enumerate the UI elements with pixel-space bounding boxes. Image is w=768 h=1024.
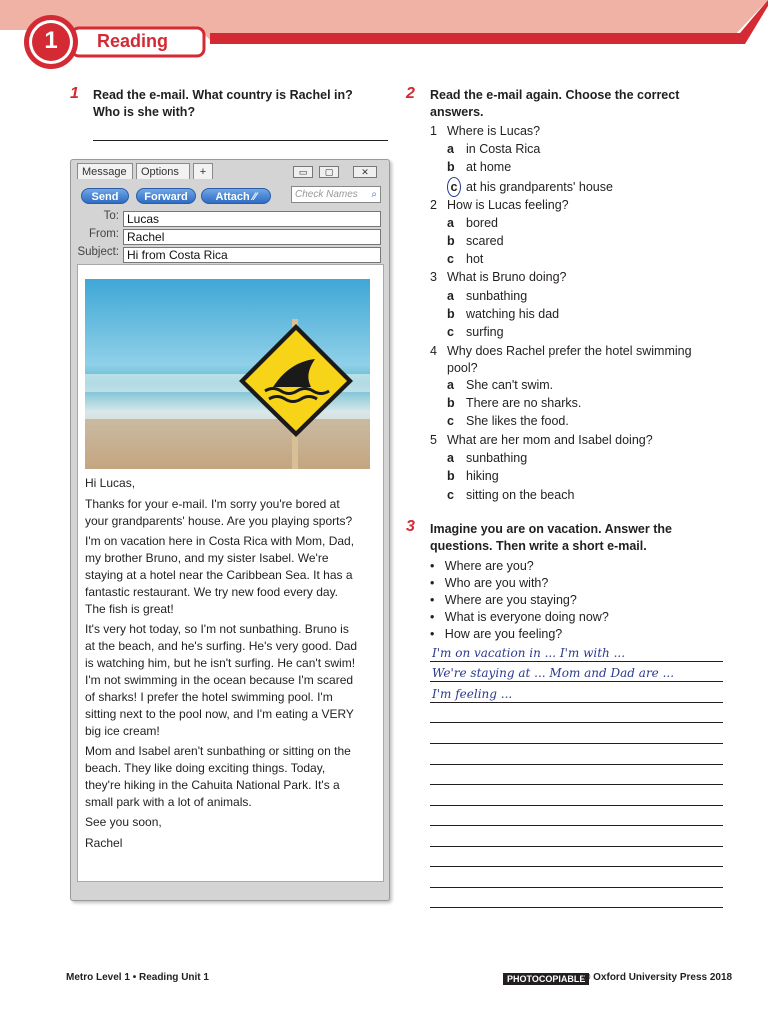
q5-option-c[interactable] [447,486,574,504]
q2-option-b-letter: b [447,234,455,248]
q3-option-a-text: sunbathing [466,289,528,303]
tab-message[interactable]: Message [77,163,133,179]
footer-copyright: © Oxford University Press 2018 [583,972,733,983]
paperclip-icon: ⁄⁄ [252,191,257,203]
question-1-text: Where is Lucas? [447,124,541,138]
maximize-icon[interactable]: ▢ [319,166,339,178]
q3-option-c-letter: c [447,325,454,339]
q1-option-a-letter: a [447,142,454,156]
email-signature: Rachel [85,836,123,850]
bullet-1: • Where are you? [430,559,534,573]
attach-button[interactable] [201,188,271,204]
from-label: From: [88,228,119,240]
question-3-text: What is Bruno doing? [447,270,567,284]
to-field[interactable]: Lucas [123,211,381,227]
bullet-3: • Where are you staying? [430,593,577,607]
q2-option-b-text: scared [466,234,504,248]
bullet-4: • What is everyone doing now? [430,610,609,624]
prompt-1: I'm on vacation in ... I'm with ... [432,646,626,660]
tab-options[interactable]: Options [136,163,190,179]
q2-option-c-letter: c [447,252,454,266]
question-1 [430,122,540,140]
q3-option-b[interactable] [447,305,559,323]
q5-option-b-text: hiking [466,469,499,483]
question-5-text: What are her mom and Isabel doing? [447,433,653,447]
q4-option-c[interactable] [447,412,569,430]
question-2 [430,196,569,214]
q5-option-a-text: sunbathing [466,451,528,465]
tab-add[interactable]: + [193,163,213,179]
q1-option-a-text: in Costa Rica [466,142,541,156]
email-paragraph-4: Mom and Isabel aren't sunbathing or sitting on the beach. They like doing exciting things. Today, they're hiking in the Cahuita National Park. It's a small park with a lot of animals. [85,744,351,809]
email-message-text [85,475,361,855]
writing-line-13[interactable] [430,907,723,908]
exercise-2-number: 2 [406,85,415,102]
writing-line-9[interactable] [430,825,723,826]
shark-warning-sign-image [85,279,370,469]
question-4-text-line2: pool? [447,361,478,375]
send-button[interactable]: Send [81,188,129,204]
question-5-number: 5 [430,433,437,447]
bullet-4-text: What is everyone doing now? [444,610,609,624]
email-paragraph-3: It's very hot today, so I'm not sunbathing. Bruno is at the beach, and he's surfing. He's very good. Dad is watching him, but he isn't surfing. He can't swim! I'm not swimming in the ocean because I'm scared of sharks! I prefer the hotel swimming pool. I'm sitting next to the pool now, and I'm eating a VERY big ice cream! [85,622,358,738]
bullet-3-text: Where are you staying? [444,593,577,607]
q1-option-c-letter-circled: c [447,177,461,197]
exercise-1-instruction-line2: Who is she with? [93,105,196,119]
q3-option-a[interactable] [447,287,527,305]
q4-option-b-letter: b [447,396,455,410]
q1-option-b[interactable] [447,158,511,176]
email-paragraph-2: I'm on vacation here in Costa Rica with Mom, Dad, my brother Bruno, and my sister Isabel. We're staying at a hotel near the Caribbean Sea. It has a fantastic restaurant. We try new food every day. The fish is great! [85,534,355,616]
question-4-continued [447,359,478,377]
close-icon[interactable]: ✕ [353,166,377,178]
q4-option-a[interactable] [447,376,553,394]
prompt-3: I'm feeling ... [432,687,513,701]
bullet-1-text: Where are you? [444,559,534,573]
exercise-3-instruction-line2: questions. Then write a short e-mail. [430,539,647,553]
q2-option-c-text: hot [466,252,484,266]
subject-label: Subject: [77,246,119,258]
exercise-1-answer-line[interactable] [93,140,388,141]
q4-option-a-letter: a [447,378,454,392]
writing-line-12[interactable] [430,887,723,888]
q3-option-b-letter: b [447,307,455,321]
email-paragraph-1: Thanks for your e-mail. I'm sorry you're bored at your grandparents' house. Are you playing sports? [85,497,353,528]
prompt-2: We're staying at ... Mom and Dad are ... [432,666,675,680]
q4-option-b[interactable] [447,394,581,412]
q4-option-a-text: She can't swim. [466,378,554,392]
q1-option-c-text: at his grandparents' house [466,180,613,194]
email-signoff: See you soon, [85,815,162,829]
q1-option-b-letter: b [447,160,455,174]
question-1-number: 1 [430,124,437,138]
exercise-2-instruction-line2: answers. [430,105,484,119]
attach-button-label: Attach [215,191,250,203]
q3-option-c[interactable] [447,323,504,341]
exercise-3-number: 3 [406,518,415,535]
exercise-3-instruction-line1: Imagine you are on vacation. Answer the [430,522,672,536]
bullet-5-text: How are you feeling? [444,627,563,641]
writing-line-11[interactable] [430,866,723,867]
exercise-2-instruction-line1: Read the e-mail again. Choose the correct [430,88,680,102]
q2-option-a-text: bored [466,216,498,230]
question-4-text: Why does Rachel prefer the hotel swimming [447,344,692,358]
question-5 [430,431,653,449]
q1-option-a[interactable] [447,140,540,158]
q5-option-c-letter: c [447,488,454,502]
question-4 [430,342,692,360]
q2-option-b[interactable] [447,232,504,250]
writing-line-7[interactable] [430,784,723,785]
question-3-number: 3 [430,270,437,284]
writing-line-5[interactable] [430,743,723,744]
writing-line-2[interactable] [430,681,723,682]
writing-line-4[interactable] [430,722,723,723]
writing-line-1[interactable] [430,661,723,662]
check-names-input[interactable] [291,186,381,203]
search-icon: ⌕ [371,189,377,200]
question-2-text: How is Lucas feeling? [447,198,569,212]
bullet-2: • Who are you with? [430,576,549,590]
writing-line-3[interactable] [430,702,723,703]
q2-option-c[interactable] [447,250,483,268]
q5-option-b-letter: b [447,469,455,483]
q3-option-c-text: surfing [466,325,504,339]
q4-option-b-text: There are no sharks. [466,396,582,410]
to-label: To: [103,210,119,222]
q1-option-c[interactable] [447,177,613,197]
footer-left: Metro Level 1 • Reading Unit 1 [66,972,209,983]
q2-option-a-letter: a [447,216,454,230]
q5-option-c-text: sitting on the beach [466,488,575,502]
unit-number: 1 [44,27,58,54]
q3-option-b-text: watching his dad [466,307,560,321]
writing-line-10[interactable] [430,846,723,847]
q5-option-a-letter: a [447,451,454,465]
exercise-1-number: 1 [70,85,79,102]
q1-option-b-text: at home [466,160,512,174]
q4-option-c-text: She likes the food. [466,414,569,428]
writing-line-8[interactable] [430,805,723,806]
q3-option-a-letter: a [447,289,454,303]
q5-option-b[interactable] [447,467,499,485]
minimize-icon[interactable]: ▭ [293,166,313,178]
check-names-placeholder: Check Names [295,189,358,200]
from-field[interactable]: Rachel [123,229,381,245]
page-title: Reading [97,31,169,51]
q4-option-c-letter: c [447,414,454,428]
photocopiable-badge: PHOTOCOPIABLE [503,973,589,985]
subject-field[interactable]: Hi from Costa Rica [123,247,381,263]
question-2-number: 2 [430,198,437,212]
writing-line-6[interactable] [430,764,723,765]
q5-option-a[interactable] [447,449,527,467]
question-4-number: 4 [430,344,437,358]
question-3 [430,268,567,286]
q2-option-a[interactable] [447,214,498,232]
exercise-1-instruction-line1: Read the e-mail. What country is Rachel in? [93,88,353,102]
bullet-5: • How are you feeling? [430,627,563,641]
bullet-2-text: Who are you with? [444,576,549,590]
forward-button[interactable]: Forward [136,188,196,204]
email-greeting: Hi Lucas, [85,476,136,490]
